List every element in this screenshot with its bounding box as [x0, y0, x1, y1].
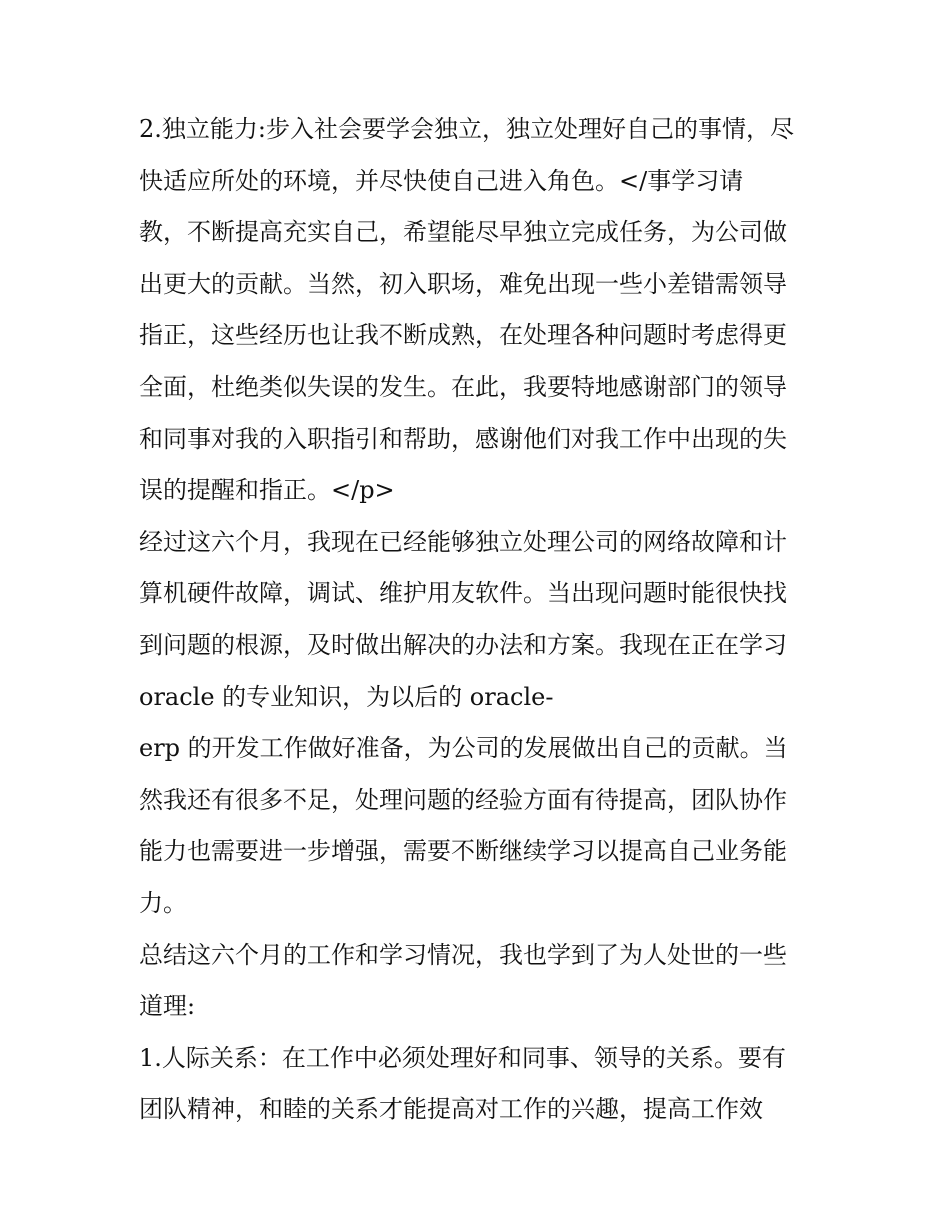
text-line: erp 的开发工作做好准备，为公司的发展做出自己的贡献。当 — [139, 734, 788, 763]
text-line: 快适应所处的环境，并尽快使自己进入角色。</事学习请 — [139, 166, 744, 195]
text-line: 2.独立能力:步入社会要学会独立，独立处理好自己的事情，尽 — [139, 115, 794, 143]
text-line: 道理: — [139, 992, 196, 1021]
text-line: 能力也需要进一步增强，需要不断继续学习以提高自己业务能 — [139, 837, 787, 866]
text-line: 误的提醒和指正。</p> — [139, 476, 395, 505]
text-line: 到问题的根源，及时做出解决的办法和方案。我现在正在学习 — [139, 630, 787, 659]
text-line: 出更大的贡献。当然，初入职场，难免出现一些小差错需领导 — [139, 269, 787, 298]
text-line: 团队精神，和睦的关系才能提高对工作的兴趣，提高工作效 — [139, 1095, 763, 1124]
text-line: 和同事对我的入职指引和帮助，感谢他们对我工作中出现的失 — [139, 424, 787, 453]
text-line: 算机硬件故障，调试、维护用友软件。当出现问题时能很快找 — [139, 579, 787, 608]
text-line: 总结这六个月的工作和学习情况，我也学到了为人处世的一些 — [139, 940, 787, 969]
text-line: 指正，这些经历也让我不断成熟，在处理各种问题时考虑得更 — [139, 321, 787, 350]
text-line: 经过这六个月，我现在已经能够独立处理公司的网络故障和计 — [139, 527, 787, 556]
text-line: 教，不断提高充实自己，希望能尽早独立完成任务，为公司做 — [139, 218, 787, 247]
text-line: 全面，杜绝类似失误的发生。在此，我要特地感谢部门的领导 — [139, 372, 787, 401]
text-line: 力。 — [139, 888, 187, 917]
text-line: 1.人际关系：在工作中必须处理好和同事、领导的关系。要有 — [139, 1043, 786, 1072]
text-line: 然我还有很多不足，处理问题的经验方面有待提高，团队协作 — [139, 785, 787, 814]
document-body — [139, 104, 819, 1136]
text-line: oracle 的专业知识，为以后的 oracle- — [139, 682, 554, 711]
